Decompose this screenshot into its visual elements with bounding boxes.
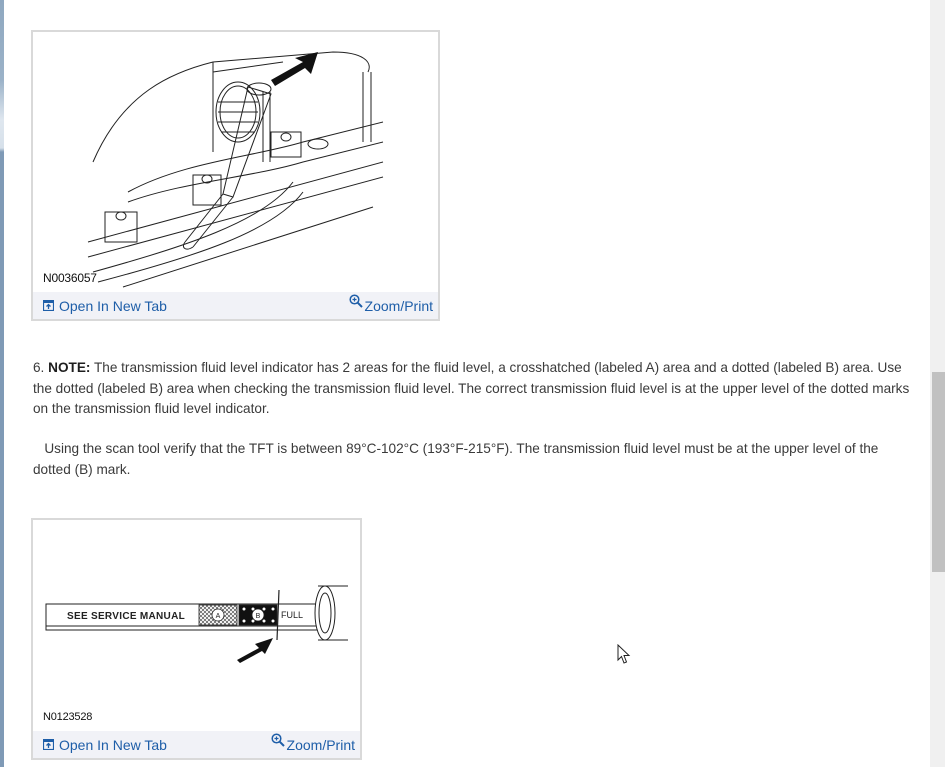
- dipstick-diagram-illustration: [33, 520, 360, 737]
- full-label: FULL: [281, 610, 304, 620]
- zoom-print-label: Zoom/Print: [364, 297, 433, 314]
- step-number: 6.: [33, 360, 45, 375]
- mouse-pointer-icon: [617, 644, 631, 666]
- open-in-new-tab-link[interactable]: [43, 737, 167, 753]
- open-in-new-tab-label: Open In New Tab: [59, 297, 167, 314]
- note-text: The transmission fluid level indicator has 2 areas for the fluid level, a crosshatched (labeled A) area and a dotted (labeled B) area. Use the dotted (labeled B) area when checking the transmission fluid level. The correct transmission fluid level is at the upper level of the dotted marks on the transmission fluid level indicator.: [33, 360, 910, 416]
- figure-toolbar: [33, 292, 438, 319]
- figure-fluid-level-indicator: [31, 518, 362, 760]
- zoom-in-icon: [271, 733, 285, 750]
- figure-id-label: N0123528: [43, 711, 93, 723]
- note-label: NOTE:: [48, 360, 91, 375]
- open-in-new-tab-icon: [43, 298, 54, 314]
- area-a-label: A: [215, 613, 221, 620]
- tube-diagram-illustration: [33, 32, 438, 292]
- step-instruction-paragraph: [33, 439, 918, 480]
- open-in-new-tab-link[interactable]: [43, 298, 167, 314]
- open-in-new-tab-icon: [43, 737, 54, 753]
- figure-image[interactable]: [33, 32, 438, 292]
- step-note-paragraph: [33, 358, 918, 420]
- open-in-new-tab-label: Open In New Tab: [59, 736, 167, 753]
- zoom-print-label: Zoom/Print: [286, 736, 355, 753]
- figure-image[interactable]: [33, 520, 360, 737]
- figure-fluid-tube: [31, 30, 440, 321]
- left-panel-edge: [0, 0, 4, 767]
- zoom-print-link[interactable]: [271, 736, 355, 753]
- vertical-scrollbar[interactable]: [930, 0, 945, 767]
- figure-toolbar: [33, 731, 360, 758]
- zoom-in-icon: [349, 294, 363, 311]
- instruction-text: Using the scan tool verify that the TFT is between 89°C-102°C (193°F-215°F). The transmission fluid level must be at the upper level of the dotted (B) mark.: [33, 441, 879, 477]
- zoom-print-link[interactable]: [349, 297, 433, 314]
- area-b-label: B: [255, 613, 261, 620]
- figure-id-label: N0036057: [43, 271, 97, 285]
- scrollbar-thumb[interactable]: [932, 372, 945, 572]
- dipstick-text: SEE SERVICE MANUAL: [67, 611, 186, 622]
- indicator-arrow: [237, 638, 273, 663]
